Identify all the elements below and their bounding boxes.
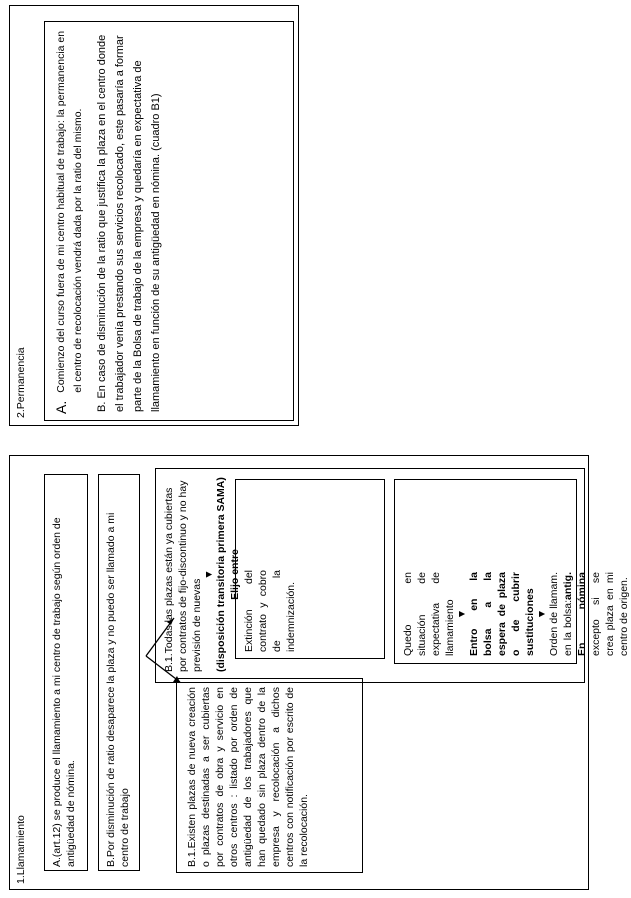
box-b-text: B.Por disminución de ratio desaparece la plaza y no puedo ser llamado a mi centro de trabajo bbox=[105, 512, 131, 867]
option-extinction bbox=[235, 479, 385, 659]
choose-label: Elijo entre bbox=[229, 549, 241, 600]
permanencia-list bbox=[53, 30, 283, 414]
panel-permanencia bbox=[9, 5, 299, 426]
section-title-permanencia: 2.Permanencia bbox=[15, 347, 27, 418]
arrow-down-icon: ▼ bbox=[536, 608, 548, 620]
box-b1-covered-text: B.1.Todas las plazas están ya cubiertas por contratos de fijo-discontinuo y no hay previsión de nuevas ▼ (disposición transitoria primera SAMA) Elijo entre bbox=[163, 477, 241, 672]
box-b1-positions-covered bbox=[155, 468, 630, 683]
panel-llamamiento bbox=[9, 455, 630, 890]
section-title-llamamiento: 1.Llamamiento bbox=[15, 815, 27, 884]
box-a bbox=[44, 474, 88, 871]
box-a-text: A.(art.12) se produce el llamamiento a mi centro de trabajo según orden de antigüedad de nómina. bbox=[51, 517, 77, 867]
option-job-pool bbox=[394, 479, 630, 664]
item-b-text: B. En caso de disminución de la ratio que justifica la plaza en el centro donde el trabajador venía prestando sus servicios recolocado, este pasaría a formar parte de la Bolsa de trabajo de la empresa y quedaría en expectativa de llamamiento en función de su antigüedad en nómina. (cuadro B1) bbox=[96, 34, 162, 412]
option-extinction-text: Extinción del contrato y cobro de la indemnización. bbox=[243, 570, 297, 652]
arrow-down-icon: ▼ bbox=[203, 569, 215, 580]
option-job-pool-text bbox=[401, 572, 631, 656]
box-b bbox=[98, 474, 140, 871]
pool-text: Entro en la bolsa a la espera de plaza o de cubrir sustituciones bbox=[468, 572, 536, 656]
expectation-text: Quedo en situación de expectativa de llamamiento bbox=[402, 572, 456, 656]
provision-label: (disposición transitoria primera SAMA) bbox=[215, 477, 227, 672]
box-b1-new-text: B.1.Existen plazas de nueva creación o plazas destinadas a ser cubiertas por contratos de obra y servicio en otros centros : listado por orden de antigüedad de los trabajadores que han quedado sin plaza dentro de la empresa y recolocación a dichos centros con notificación por escrito de la recolocación. bbox=[186, 687, 310, 867]
arrow-down-icon: ▼ bbox=[456, 608, 468, 620]
permanencia-content-box bbox=[44, 21, 294, 421]
pool-order-text: Orden de llamam. en la bolsa:antig. En nómina excepto si se crea plaza en mi centro de origen. bbox=[548, 572, 630, 656]
box-b1-new-positions bbox=[176, 678, 363, 873]
item-a-marker: A. bbox=[53, 400, 69, 414]
item-a-text: Comienzo del curso fuera de mi centro habitual de trabajo: la permanencia en el centro de recolocación vendrá dada por la ratio del mismo. bbox=[55, 30, 84, 393]
